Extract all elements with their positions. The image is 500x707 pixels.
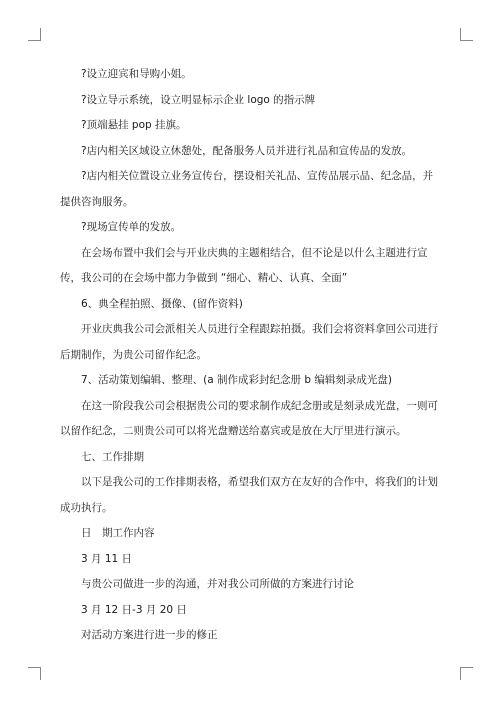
crop-mark-bottom-left — [28, 667, 41, 680]
schedule-date-1: 3 月 11 日 — [81, 552, 133, 565]
paragraph-flyers: ?现场宣传单的发放。 — [81, 221, 182, 233]
paragraph-photography: 开业庆典我公司会派相关人员进行全程跟踪拍摄。我们会将资料拿回公司进行后期制作，为贵公司留作纪念。 — [60, 323, 438, 361]
paragraph-venue-theme: 在会场布置中我们会与开业庆典的主题相结合，但不论是以什么主题进行宣传，我公司的在会场中都力争做到 “细心、精心、认真、全面” — [60, 246, 428, 284]
crop-mark-top-right — [460, 28, 473, 41]
section-heading-schedule: 七、工作排期 — [81, 450, 144, 463]
paragraph-signage: ?设立导示系统，设立明显标示企业 logo 的指示牌 — [81, 93, 316, 106]
paragraph-schedule-intro: 以下是我公司的工作排期表格，希望我们双方在友好的合作中，将我们的计划成功执行。 — [60, 476, 438, 514]
crop-mark-bottom-right — [460, 667, 473, 680]
paragraph-pop-flags: ?顶端悬挂 pop 挂旗。 — [81, 119, 187, 131]
section-heading-editing: 7、活动策划编辑、整理、(a 制作成彩封纪念册 b 编辑刻录成光盘) — [81, 374, 392, 386]
paragraph-rest-area: ?店内相关区域设立休憩处，配备服务人员并进行礼品和宣传品的发放。 — [81, 144, 413, 157]
schedule-header: 日 期工作内容 — [81, 527, 155, 539]
crop-mark-top-left — [28, 28, 41, 41]
document-body — [60, 62, 440, 649]
schedule-date-2: 3 月 12 日-3 月 20 日 — [81, 603, 187, 616]
paragraph-editing: 在这一阶段我公司会根据贵公司的要求制作成纪念册或是刻录成光盘，一则可以留作纪念，二则贵公司可以将光盘赠送给嘉宾或是放在大厅里进行演示。 — [60, 399, 438, 437]
paragraph-service-desk: ?店内相关位置设立业务宣传台，摆设相关礼品、宣传品展示品、纪念品，并提供咨询服务。 — [60, 170, 434, 208]
schedule-task-2: 对活动方案进行进一步的修正 — [81, 629, 218, 641]
schedule-task-1: 与贵公司做进一步的沟通，并对我公司所做的方案进行讨论 — [81, 578, 354, 590]
paragraph-greeters: ?设立迎宾和导购小姐。 — [81, 68, 192, 80]
section-heading-photography: 6、典全程拍照、摄像、(留作资料) — [81, 297, 243, 310]
